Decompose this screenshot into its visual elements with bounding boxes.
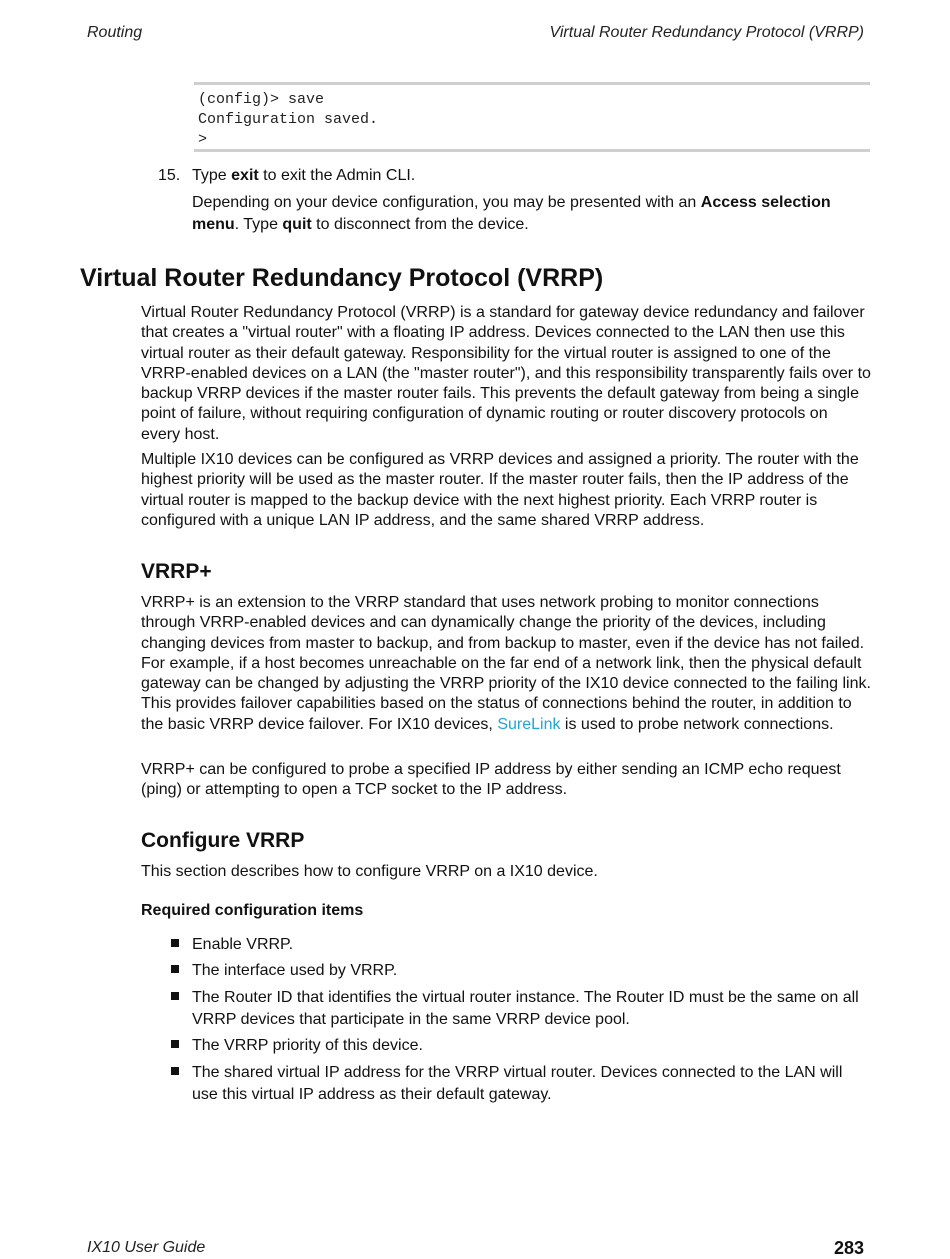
code-block: [194, 82, 870, 152]
list-item: Enable VRRP.: [192, 936, 294, 953]
list-item: The interface used by VRRP.: [192, 962, 398, 979]
configure-intro: This section describes how to configure VRRP on a IX10 device.: [141, 863, 598, 880]
code-line: Configuration saved.: [198, 111, 379, 128]
section-title: Virtual Router Redundancy Protocol (VRRP): [80, 264, 604, 292]
vrrp-plus-paragraph-1: VRRP+ is an extension to the VRRP standard that uses network probing to monitor connections through VRRP-enabled devices and can dynamically change the priority of the devices, including changing devices from master to backup, and from backup to master, even if the device has not failed. For example, if a host becomes unreachable on the far end of a network link, then the physical default gateway can be changed by adjusting the VRRP priority of the IX10 device connected to the failing link. This provides failover capabilities based on the status of connections behind the router, in addition to the basic VRRP device failover. For IX10 devices, SureLink is used to probe network connections.: [141, 594, 871, 733]
bullet-marker: [171, 939, 179, 947]
bullet-marker: [171, 1067, 179, 1075]
bullet-marker: [171, 992, 179, 1000]
vrrp-plus-heading: VRRP+: [141, 560, 212, 583]
step-instruction: Type exit to exit the Admin CLI.: [192, 167, 416, 184]
command-exit: exit: [231, 167, 259, 184]
step-note: Depending on your device configuration, you may be presented with an Access selection menu. Type quit to disconnect from the device.: [192, 194, 831, 233]
configure-vrrp-heading: Configure VRRP: [141, 829, 305, 852]
required-items-heading: Required configuration items: [141, 902, 364, 919]
access-selection-menu-term: Access selection menu: [192, 194, 831, 233]
header-section-name: Routing: [87, 24, 143, 41]
footer-guide-title: IX10 User Guide: [87, 1239, 206, 1256]
step-number: 15.: [158, 167, 181, 184]
page-number: 283: [833, 1238, 864, 1258]
command-quit: quit: [282, 216, 312, 233]
list-item: The Router ID that identifies the virtual router instance. The Router ID must be the same on all VRRP devices that participate in the same VRRP device pool.: [192, 989, 859, 1028]
intro-paragraph-2: Multiple IX10 devices can be configured as VRRP devices and assigned a priority. The router with the highest priority will be used as the master router. If the master router fails, then the IP address of the virtual router is mapped to the backup device with the next highest priority. Each VRRP router is configured with a unique LAN IP address, and the same shared VRRP address.: [141, 451, 859, 529]
intro-paragraph-1: Virtual Router Redundancy Protocol (VRRP) is a standard for gateway device redundancy and failover that creates a "virtual router" with a floating IP address. Devices connected to the LAN then use this virtual router as their default gateway. Responsibility for the virtual router is assigned to one of the VRRP-enabled devices on a LAN (the "master router"), and this responsibility transparently fails over to backup VRRP devices if the master router fails. This prevents the default gateway from being a single point of failure, without requiring configuration of dynamic routing or router discovery protocols on every host.: [141, 304, 871, 443]
list-item: The shared virtual IP address for the VRRP virtual router. Devices connected to the LAN will use this virtual IP address as their default gateway.: [192, 1064, 843, 1103]
code-line: >: [198, 131, 208, 148]
surelink-link[interactable]: SureLink: [497, 715, 561, 733]
bullet-marker: [171, 965, 179, 973]
list-item: The VRRP priority of this device.: [192, 1037, 423, 1054]
header-topic-name: Virtual Router Redundancy Protocol (VRRP): [549, 24, 864, 41]
vrrp-plus-paragraph-2: VRRP+ can be configured to probe a specified IP address by either sending an ICMP echo request (ping) or attempting to open a TCP socket to the IP address.: [141, 761, 841, 799]
bullet-marker: [171, 1040, 179, 1048]
code-line: (config)> save: [198, 91, 325, 108]
